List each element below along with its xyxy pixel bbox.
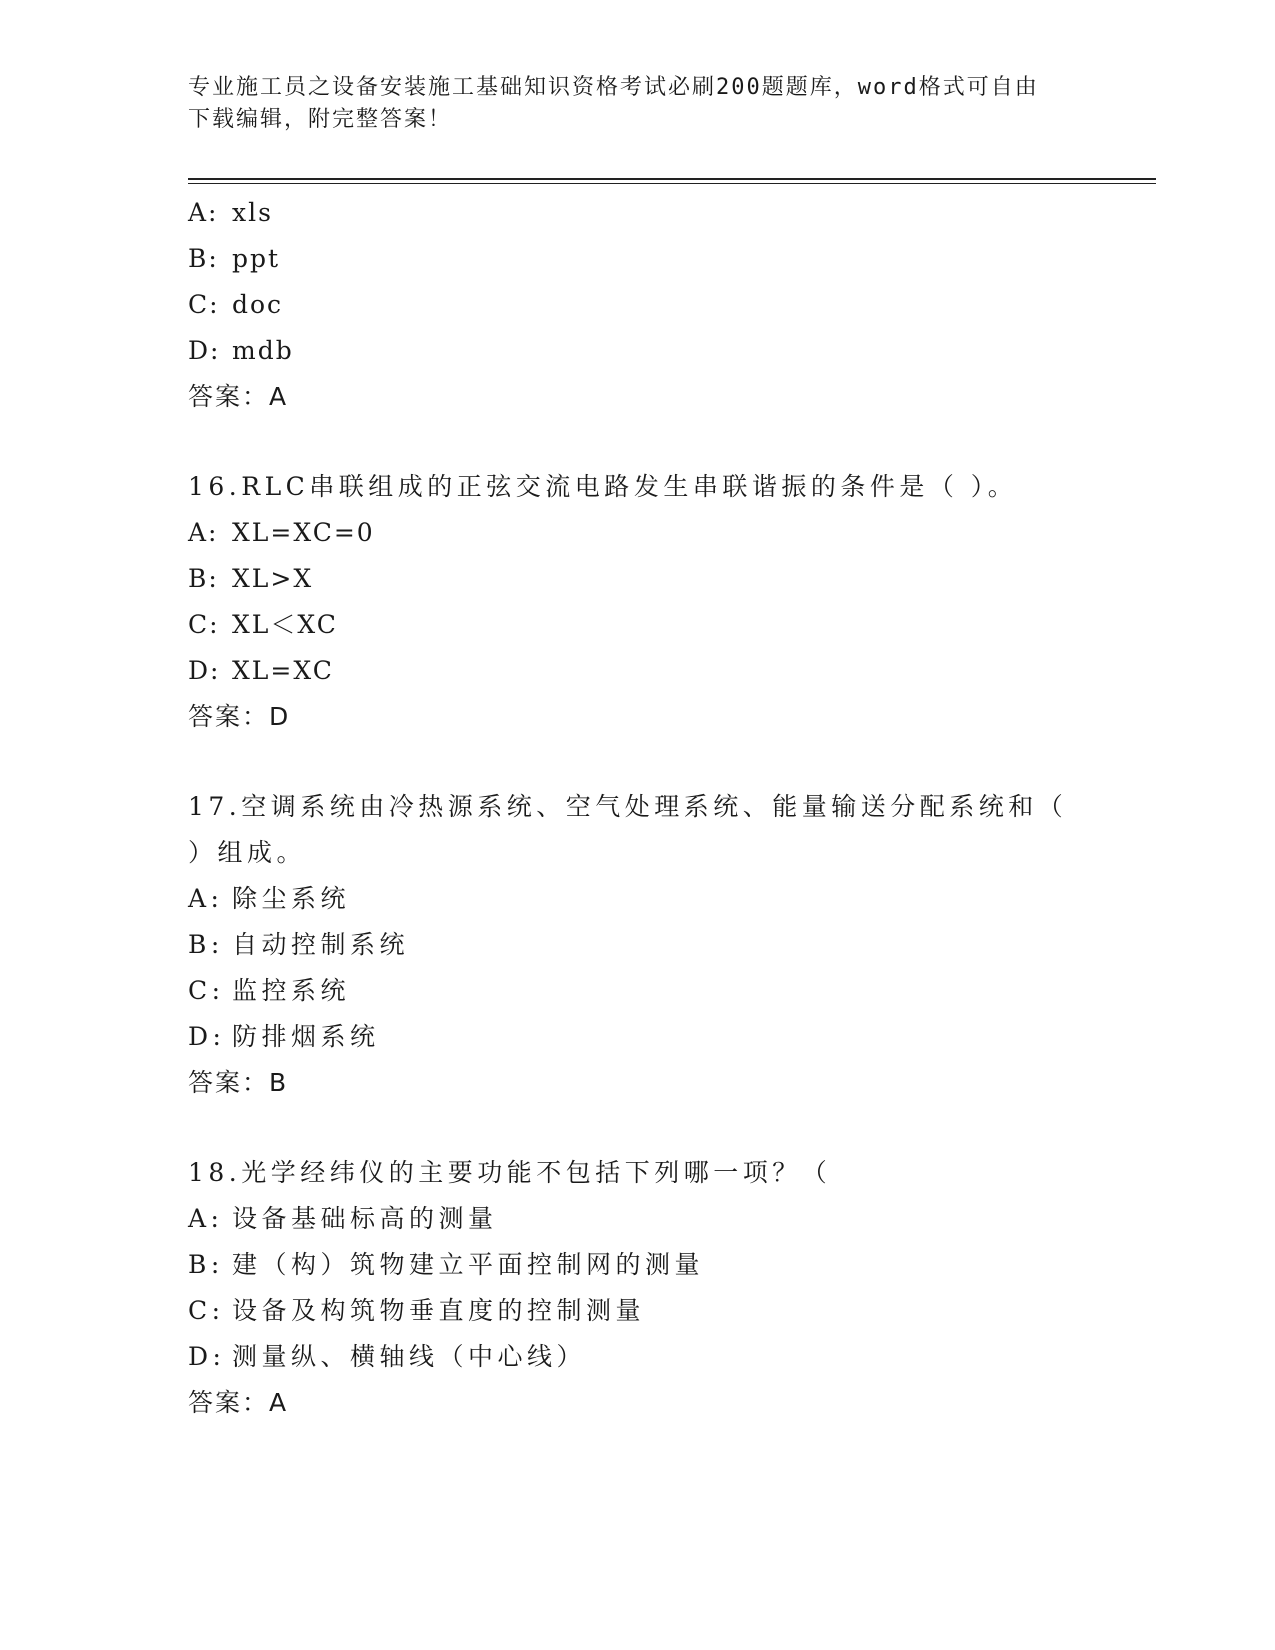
question-text-line-2: ）组成。 — [188, 838, 307, 867]
question-text-line-1: 17.空调系统由冷热源系统、空气处理系统、能量输送分配系统和（ — [188, 792, 1068, 821]
answer-line: 答案：A — [188, 1388, 289, 1417]
option-d: D: 测量纵、横轴线（中心线） — [188, 1342, 587, 1371]
option-b: B: ppt — [188, 244, 281, 273]
question-block-16 — [188, 464, 1068, 740]
spacer — [188, 1106, 1068, 1150]
option-d: D: 防排烟系统 — [188, 1022, 380, 1051]
option-c: C: doc — [188, 290, 284, 319]
question-text: 18.光学经纬仪的主要功能不包括下列哪一项？（ — [188, 1158, 832, 1187]
spacer — [188, 420, 1068, 464]
option-b: B: 建（构）筑物建立平面控制网的测量 — [188, 1250, 705, 1279]
option-a: A: 设备基础标高的测量 — [188, 1204, 498, 1233]
question-text: 16.RLC串联组成的正弦交流电路发生串联谐振的条件是（ ）。 — [188, 472, 1018, 501]
question-block-17 — [188, 784, 1068, 1106]
option-a: A: XL=XC=0 — [188, 518, 375, 547]
header-divider-thick — [188, 178, 1156, 180]
question-content — [188, 190, 1068, 1426]
option-c: C: XL＜XC — [188, 610, 338, 639]
question-block-18 — [188, 1150, 1068, 1426]
option-d: D: XL=XC — [188, 656, 334, 685]
answer-line: 答案：A — [188, 382, 289, 411]
spacer — [188, 740, 1068, 784]
option-b: B: 自动控制系统 — [188, 930, 410, 959]
option-d: D: mdb — [188, 336, 294, 365]
option-a: A: xls — [188, 198, 273, 227]
document-header — [188, 72, 1088, 136]
option-b: B: XL>X — [188, 564, 314, 593]
question-block-prev — [188, 190, 1068, 420]
header-divider-thin — [188, 183, 1156, 184]
option-c: C: 监控系统 — [188, 976, 351, 1005]
header-line-2: 下载编辑，附完整答案！ — [188, 107, 453, 132]
answer-line: 答案：B — [188, 1068, 289, 1097]
option-c: C: 设备及构筑物垂直度的控制测量 — [188, 1296, 646, 1325]
answer-line: 答案：D — [188, 702, 291, 731]
option-a: A: 除尘系统 — [188, 884, 351, 913]
header-line-1: 专业施工员之设备安装施工基础知识资格考试必刷200题题库，word格式可自由 — [188, 75, 1039, 100]
